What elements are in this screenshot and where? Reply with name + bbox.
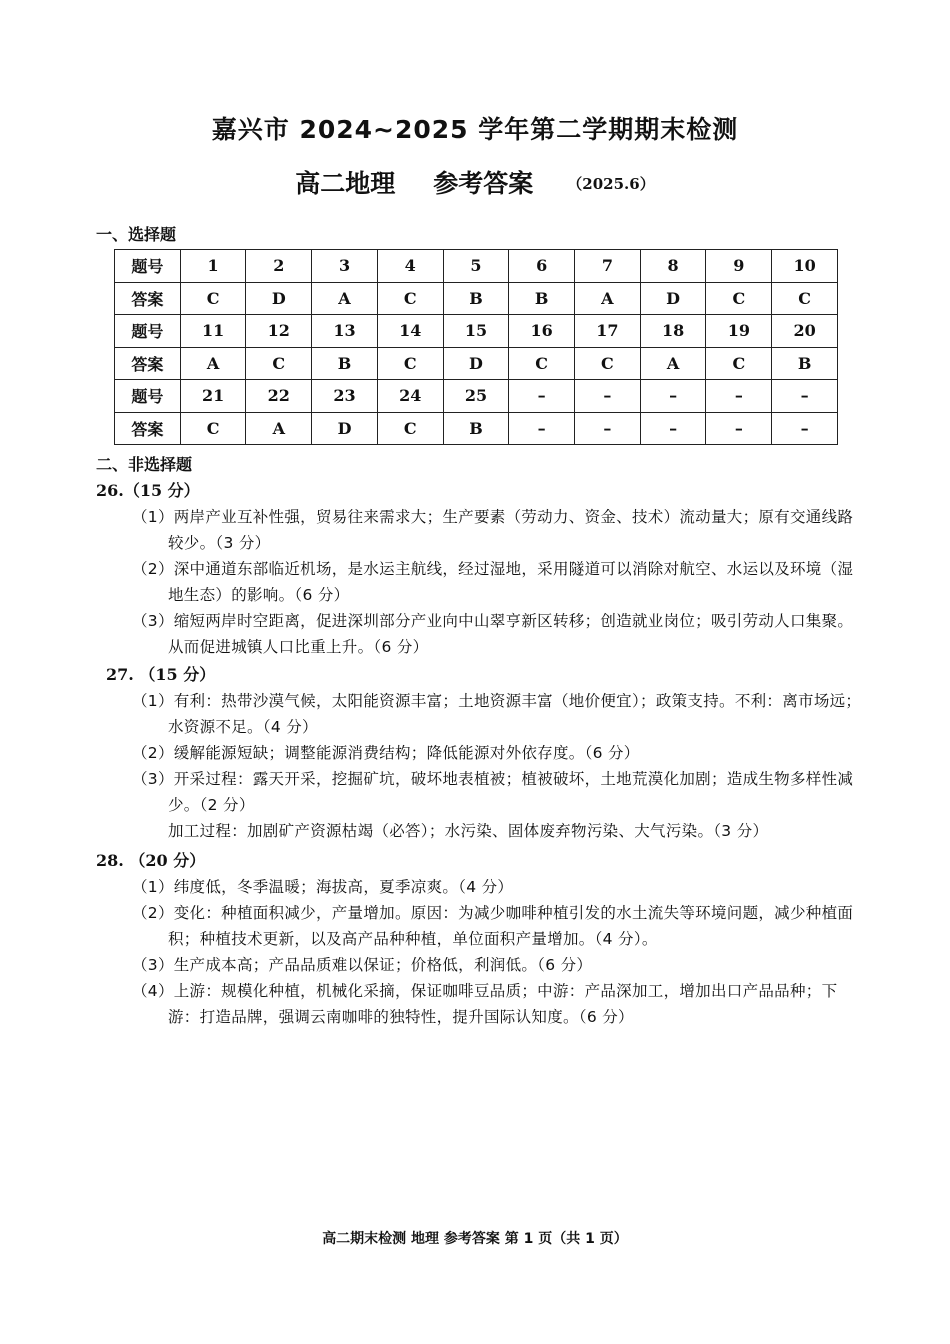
answer-item: （3）生产成本高；产品品质难以保证；价格低，利润低。（6 分）: [132, 956, 593, 974]
answer-letter-cell: C: [246, 347, 312, 380]
answer-letter-cell: C: [180, 412, 246, 445]
question-number-cell: 18: [640, 315, 706, 348]
answer-row: [115, 347, 838, 380]
answer-letter-cell: C: [575, 347, 641, 380]
answer-letter-cell: –: [640, 412, 706, 445]
document-subtitle: [0, 164, 950, 200]
answer-item: （3）开采过程：露天开采，挖掘矿坑，破坏地表植被；植被破坏，土地荒漠化加剧；造成生物多样性减少。（2 分）: [132, 770, 854, 814]
answer-letter-cell: C: [706, 282, 772, 315]
answer-letter-cell: B: [772, 347, 838, 380]
answer-letter-cell: B: [509, 282, 575, 315]
answer-letter-cell: C: [377, 282, 443, 315]
question-title: 28. （20 分）: [96, 851, 206, 870]
row-label-answer: 答案: [115, 412, 181, 445]
answer-letter-cell: B: [443, 412, 509, 445]
question-number-cell: 13: [312, 315, 378, 348]
question-number-cell: 2: [246, 250, 312, 283]
question-number-cell: 12: [246, 315, 312, 348]
answer-letter-cell: –: [509, 412, 575, 445]
question-number-cell: 25: [443, 380, 509, 413]
answer-letter-cell: –: [575, 412, 641, 445]
answer-letter-cell: A: [312, 282, 378, 315]
answer-table: [114, 249, 838, 445]
question-number-cell: 5: [443, 250, 509, 283]
section-heading-open: 二、非选择题: [96, 455, 193, 474]
answer-letter-cell: A: [575, 282, 641, 315]
question-number-cell: 14: [377, 315, 443, 348]
answer-letter-cell: D: [640, 282, 706, 315]
answer-row: [115, 282, 838, 315]
question-number-cell: 21: [180, 380, 246, 413]
document-title: 嘉兴市 2024~2025 学年第二学期期末检测: [211, 115, 739, 144]
question-27: [106, 662, 876, 844]
question-number-cell: 9: [706, 250, 772, 283]
question-number-row: [115, 250, 838, 283]
answer-item: （2）缓解能源短缺；调整能源消费结构；降低能源对外依存度。（6 分）: [132, 744, 640, 762]
answer-letter-cell: –: [772, 412, 838, 445]
question-28: [96, 848, 866, 1030]
question-number-cell: –: [509, 380, 575, 413]
row-label-answer: 答案: [115, 347, 181, 380]
question-title: 27. （15 分）: [106, 665, 216, 684]
answer-letter-cell: A: [640, 347, 706, 380]
question-number-cell: 7: [575, 250, 641, 283]
row-label-question: 题号: [115, 315, 181, 348]
answer-letter-cell: C: [180, 282, 246, 315]
question-number-cell: 20: [772, 315, 838, 348]
answer-item: （2）深中通道东部临近机场，是水运主航线，经过湿地，采用隧道可以消除对航空、水运以及环境（湿地生态）的影响。（6 分）: [132, 560, 854, 604]
question-number-row: [115, 315, 838, 348]
question-number-cell: 24: [377, 380, 443, 413]
answer-extra: 加工过程：加剧矿产资源枯竭（必答）；水污染、固体废弃物污染、大气污染。（3 分）: [168, 822, 769, 840]
question-number-cell: 17: [575, 315, 641, 348]
page-footer: 高二期末检测 地理 参考答案 第 1 页（共 1 页）: [322, 1231, 628, 1247]
answer-item: （3）缩短两岸时空距离，促进深圳部分产业向中山翠亨新区转移；创造就业岗位；吸引劳动人口集聚。从而促进城镇人口比重上升。（6 分）: [132, 612, 854, 656]
answer-letter-cell: B: [443, 282, 509, 315]
answer-row: [115, 412, 838, 445]
answer-letter-cell: –: [706, 412, 772, 445]
section-heading-choice: 一、选择题: [96, 225, 177, 244]
question-number-cell: 11: [180, 315, 246, 348]
answer-letter-cell: C: [377, 412, 443, 445]
question-number-cell: 4: [377, 250, 443, 283]
answer-letter-cell: C: [377, 347, 443, 380]
question-number-cell: 19: [706, 315, 772, 348]
question-number-cell: –: [706, 380, 772, 413]
answer-item: （4）上游：规模化种植，机械化采摘，保证咖啡豆品质；中游：产品深加工，增加出口产品品种；下游：打造品牌，强调云南咖啡的独特性，提升国际认知度。（6 分）: [132, 982, 838, 1026]
answer-letter-cell: D: [246, 282, 312, 315]
question-number-cell: 10: [772, 250, 838, 283]
question-number-row: [115, 380, 838, 413]
question-number-cell: 8: [640, 250, 706, 283]
question-number-cell: 6: [509, 250, 575, 283]
question-number-cell: –: [575, 380, 641, 413]
answer-item: （2）变化：种植面积减少，产量增加。原因：为减少咖啡种植引发的水土流失等环境问题，减少种植面积；种植技术更新，以及高产品种种植，单位面积产量增加。（4 分）。: [132, 904, 854, 948]
answer-letter-cell: A: [180, 347, 246, 380]
question-number-cell: –: [640, 380, 706, 413]
answer-letter-cell: D: [443, 347, 509, 380]
question-number-cell: 3: [312, 250, 378, 283]
question-number-cell: 23: [312, 380, 378, 413]
question-number-cell: 22: [246, 380, 312, 413]
doc-type-label: 参考答案: [433, 169, 534, 198]
answer-letter-cell: C: [772, 282, 838, 315]
answer-letter-cell: C: [509, 347, 575, 380]
answer-item: （1）有利：热带沙漠气候，太阳能资源丰富；土地资源丰富（地价便宜）；政策支持。不利：离市场远；水资源不足。（4 分）: [132, 692, 862, 736]
answer-item: （1）两岸产业互补性强，贸易往来需求大；生产要素（劳动力、资金、技术）流动量大；原有交通线路较少。（3 分）: [132, 508, 854, 552]
answer-letter-cell: B: [312, 347, 378, 380]
row-label-question: 题号: [115, 250, 181, 283]
row-label-answer: 答案: [115, 282, 181, 315]
answer-item: （1）纬度低，冬季温暖；海拔高，夏季凉爽。（4 分）: [132, 878, 514, 896]
document-date: （2025.6）: [567, 175, 655, 193]
question-number-cell: –: [772, 380, 838, 413]
answer-letter-cell: A: [246, 412, 312, 445]
question-number-cell: 16: [509, 315, 575, 348]
row-label-question: 题号: [115, 380, 181, 413]
answer-letter-cell: D: [312, 412, 378, 445]
question-26: [96, 478, 866, 660]
subject-label: 高二地理: [295, 169, 396, 198]
question-number-cell: 15: [443, 315, 509, 348]
question-number-cell: 1: [180, 250, 246, 283]
question-title: 26.（15 分）: [96, 481, 200, 500]
answer-letter-cell: C: [706, 347, 772, 380]
